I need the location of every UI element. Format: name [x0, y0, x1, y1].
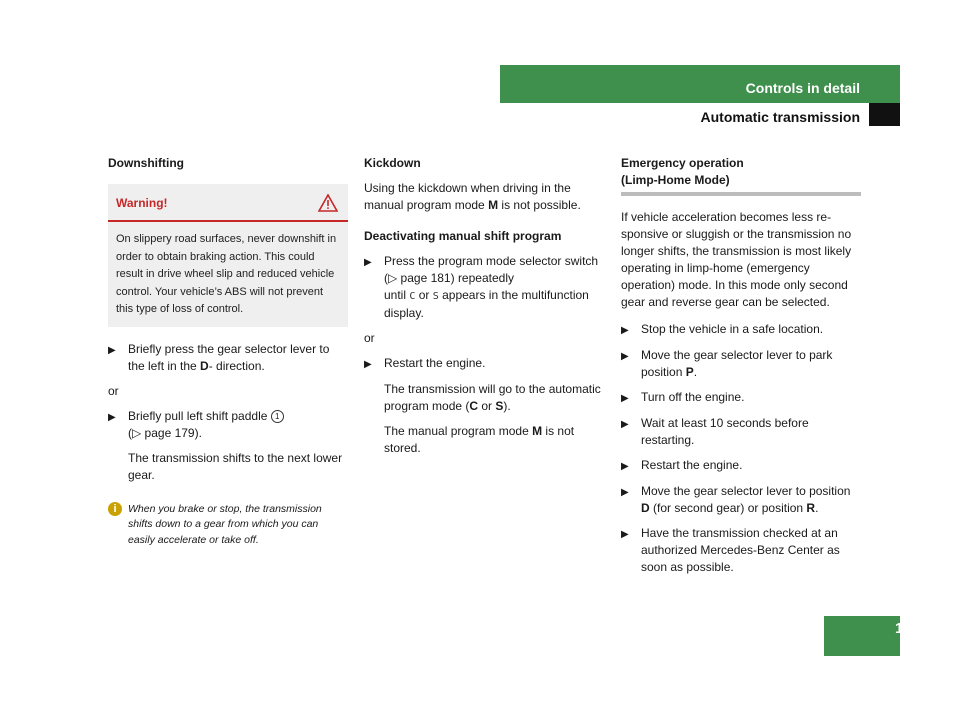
bullet-arrow-icon: ▶ — [621, 419, 629, 430]
list-item: ▶ Move the gear selector lever to park position P. — [621, 348, 833, 379]
result-text: The transmission shifts to the next lower gear. — [128, 450, 343, 482]
list-item: ▶ Wait at least 10 seconds before restarting. — [621, 416, 809, 447]
bullet-arrow-icon: ▶ — [621, 351, 629, 362]
or-text: or — [108, 383, 119, 398]
result-text: The transmission will go to the automatic program mode (C or S). — [384, 382, 601, 413]
emergency-text: If vehicle acceleration becomes less re-sponsive or sluggish or the transmission no longer shifts, the transmission is most likely operating in limp-home (emergency operation) mode. In this mode only second gear and reverse gear can be selected. — [621, 210, 852, 309]
subsection-title: Automatic transmission — [700, 109, 860, 125]
section-title: Controls in detail — [745, 80, 860, 96]
bullet-arrow-icon: ▶ — [364, 359, 372, 370]
page-number: 183 — [894, 620, 920, 637]
callout-number: 1 — [271, 410, 284, 423]
page-ref-link[interactable]: (▷ page 179). — [128, 425, 202, 440]
downshifting-heading: Downshifting — [108, 156, 184, 170]
result-text: The manual program mode M is not stored. — [384, 424, 575, 455]
list-item: ▶ Restart the engine. — [364, 355, 608, 373]
list-item: ▶ Restart the engine. — [621, 457, 861, 475]
warning-box — [108, 184, 348, 327]
bullet-arrow-icon: ▶ — [621, 461, 629, 472]
warning-text: On slippery road surfaces, never downshift in order to obtain braking action. This could result in drive wheel slip and reduced vehicle control. Your vehicle’s ABS will not prevent this type of loss of control. — [116, 233, 337, 315]
info-note — [108, 502, 348, 549]
list-item: ▶ Press the program mode selector switch (▷ page 181) repeatedly until C or S appears in the multifunction display. — [364, 254, 599, 320]
emergency-heading: Emergency operation (Limp-Home Mode) — [621, 155, 861, 196]
deactivating-heading: Deactivating manual shift program — [364, 229, 562, 243]
list-item: ▶ Briefly press the gear selector lever to the left in the D- direction. — [108, 341, 330, 373]
column-right — [621, 155, 861, 584]
list-item: ▶ Have the transmission checked at an authorized Mercedes-Benz Center as soon as possible. — [621, 526, 840, 574]
bullet-arrow-icon: ▶ — [621, 529, 629, 540]
page-number-box — [824, 616, 900, 656]
kickdown-heading: Kickdown — [364, 156, 421, 170]
list-item: ▶ Move the gear selector lever to position D (for second gear) or position R. — [621, 484, 851, 515]
warning-title: Warning! — [116, 195, 168, 210]
kickdown-text: Using the kickdown when driving in the manual program mode M is not possible. — [364, 181, 581, 212]
bullet-arrow-icon: ▶ — [108, 411, 116, 423]
column-middle — [364, 155, 608, 465]
or-text: or — [364, 331, 375, 345]
bullet-arrow-icon: ▶ — [621, 393, 629, 404]
bullet-arrow-icon: ▶ — [621, 487, 629, 498]
list-item: ▶ Briefly pull left shift paddle 1 (▷ page 179). — [108, 408, 348, 442]
bullet-arrow-icon: ▶ — [621, 325, 629, 336]
bullet-arrow-icon: ▶ — [364, 257, 372, 268]
header-marker — [869, 103, 900, 126]
info-icon: i — [108, 502, 122, 516]
list-item: ▶ Stop the vehicle in a safe location. — [621, 321, 861, 339]
warning-triangle-icon — [318, 194, 338, 212]
column-left — [108, 155, 348, 548]
list-item: ▶ Turn off the engine. — [621, 389, 861, 407]
bullet-arrow-icon: ▶ — [108, 344, 116, 356]
info-text: When you brake or stop, the transmission shifts down to a gear from which you can easily accelerate or take off. — [128, 502, 322, 546]
